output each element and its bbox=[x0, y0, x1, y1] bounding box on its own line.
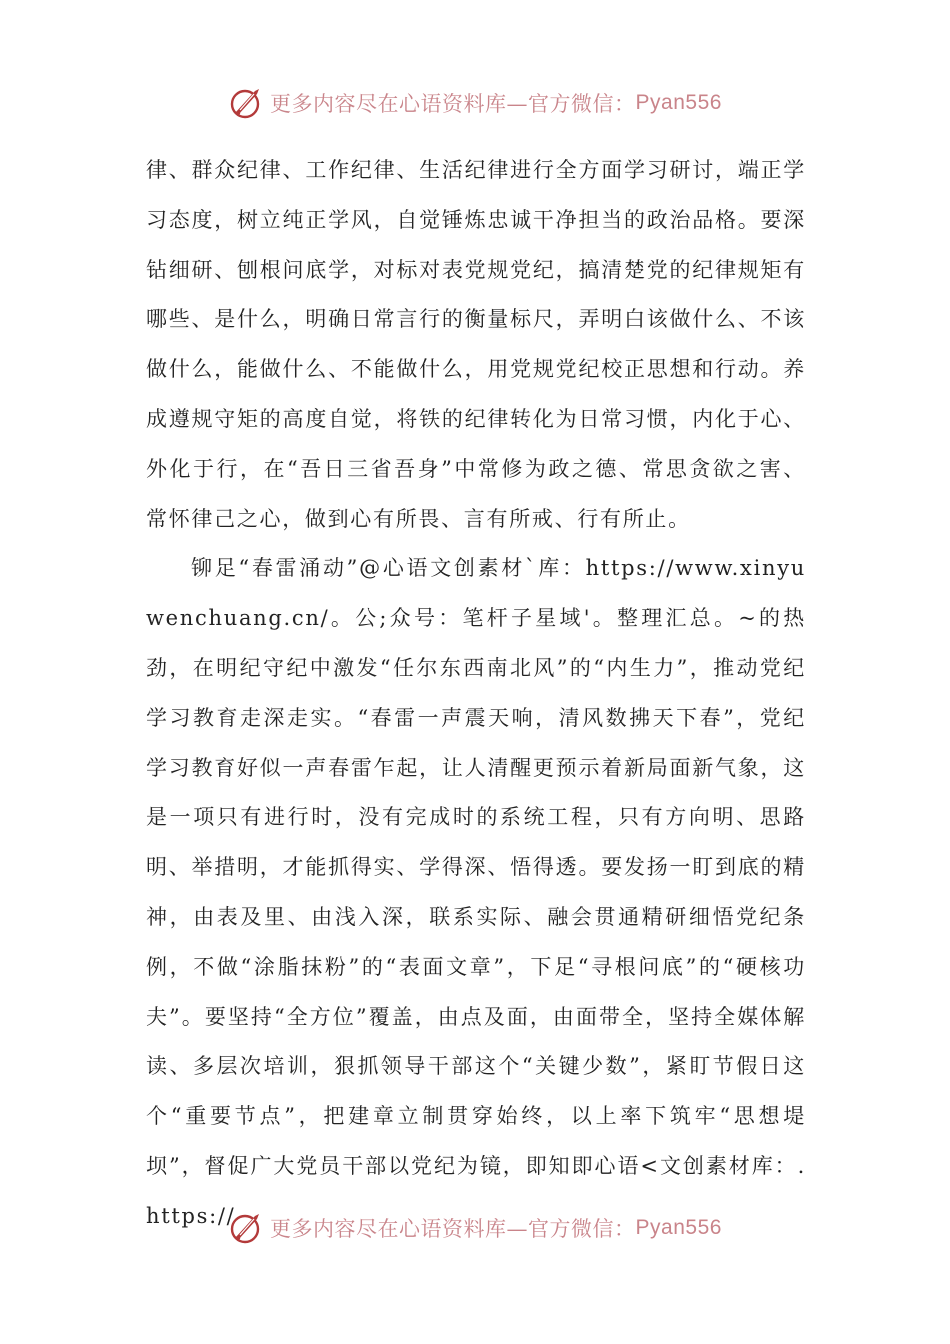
quill-pen-circle-icon bbox=[228, 1210, 264, 1246]
document-body bbox=[146, 146, 806, 1242]
banner-text: 更多内容尽在心语资料库—官方微信： bbox=[270, 1217, 636, 1241]
header-banner bbox=[0, 83, 950, 123]
paragraph: 铆足“春雷涌动”@心语文创素材`库：https://www.xinyuwenchuang.cn/。公;众号：笔杆子星域'。整理汇总。~的热劲，在明纪守纪中激发“任尔东西南北风”的“内生力”，推动党纪学习教育走深走实。“春雷一声震天响，清风数拂天下春”，党纪学习教育好似一声春雷乍起，让人清醒更预示着新局面新气象，这是一项只有进行时，没有完成时的系统工程，只有方向明、思路明、举措明，才能抓得实、学得深、悟得透。要发扬一盯到底的精神，由表及里、由浅入深，联系实际、融会贯通精研细悟党纪条例，不做“涂脂抹粉”的“表面文章”，下足“寻根问底”的“硬核功夫”。要坚持“全方位”覆盖，由点及面，由面带全，坚持全媒体解读、多层次培训，狠抓领导干部这个“关键少数”，紧盯节假日这个“重要节点”，把建章立制贯穿始终，以上率下筑牢“思想堤坝”，督促广大党员干部以党纪为镜，即知即心语<文创素材库：.https:// bbox=[146, 556, 806, 1228]
footer-banner bbox=[0, 1208, 950, 1248]
wechat-id: Pyan556 bbox=[635, 91, 722, 114]
quill-pen-circle-icon bbox=[228, 85, 264, 121]
paragraph: 律、群众纪律、工作纪律、生活纪律进行全方面学习研讨，端正学习态度，树立纯正学风，自觉锤炼忠诚干净担当的政治品格。要深钻细研、刨根问底学，对标对表党规党纪，搞清楚党的纪律规矩有哪些、是什么，明确日常言行的衡量标尺，弄明白该做什么、不该做什么，能做什么、不能做什么，用党规党纪校正思想和行动。养成遵规守矩的高度自觉，将铁的纪律转化为日常习惯，内化于心、外化于行，在“吾日三省吾身”中常修为政之德、常思贪欲之害、常怀律己之心，做到心有所畏、言有所戒、行有所止。 bbox=[146, 158, 806, 531]
wechat-id: Pyan556 bbox=[635, 1216, 722, 1239]
banner-text: 更多内容尽在心语资料库—官方微信： bbox=[270, 92, 636, 116]
